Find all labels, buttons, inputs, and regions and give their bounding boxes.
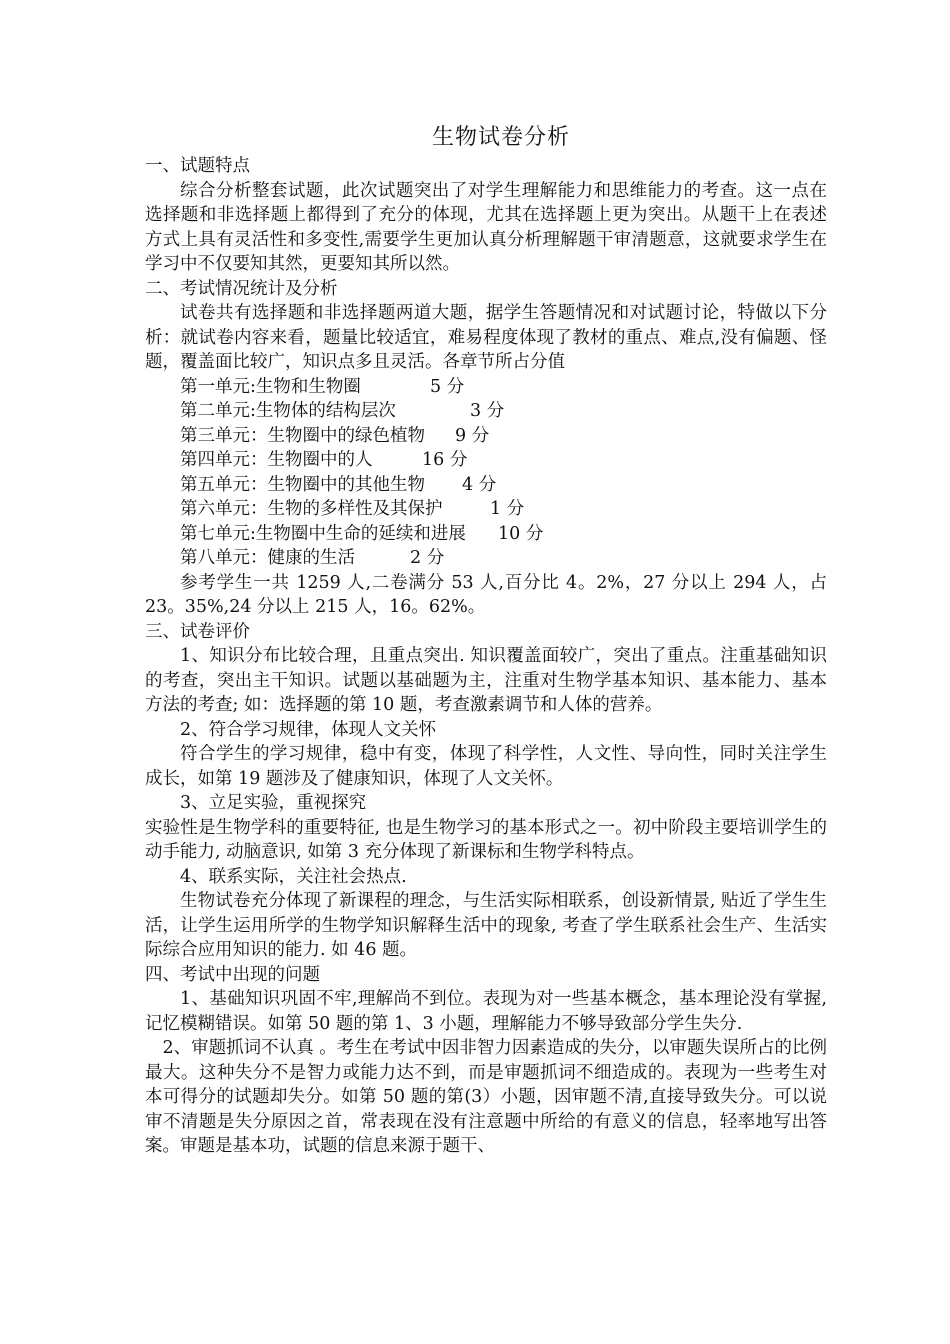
unit-score: 5 分 [430, 376, 465, 397]
section-3-subheading-4: 4、联系实际，关注社会热点. [180, 866, 407, 887]
section-heading-1: 一、试题特点 [145, 156, 250, 176]
unit-name: 第七单元:生物圈中生命的延续和进展 [180, 523, 466, 544]
unit-name: 第一单元:生物和生物圈 [180, 376, 361, 397]
section-3-subheading-3: 3、立足实验，重视探究 [180, 793, 367, 813]
section-2-stats: 参考学生一共 1259 人,二卷满分 53 人,百分比 4。2%，27 分以上 294 人，占 23。35%,24 分以上 215 人，16。62%。 [145, 572, 827, 617]
unit-score-row [145, 522, 827, 547]
unit-name: 第八单元：健康的生活 [180, 548, 355, 568]
unit-score: 10 分 [498, 523, 544, 544]
unit-name: 第六单元：生物的多样性及其保护 [180, 499, 443, 519]
section-heading-3: 三、试卷评价 [145, 621, 250, 642]
unit-score: 1 分 [490, 499, 525, 519]
section-3-paragraph-3: 实验性是生物学科的重要特征, 也是生物学习的基本形式之一。初中阶段主要培训学生的动手能力, 动脑意识, 如第 3 充分体现了新课标和生物学科特点。 [145, 817, 827, 862]
unit-name: 第五单元：生物圈中的其他生物 [180, 474, 425, 495]
section-3-paragraph-2: 符合学生的学习规律，稳中有变，体现了科学性，人文性、导向性，同时关注学生成长，如第 19 题涉及了健康知识，体现了人文关怀。 [145, 744, 827, 789]
unit-score-row [145, 473, 827, 498]
unit-score-row [145, 546, 827, 571]
section-1-paragraph: 综合分析整套试题，此次试题突出了对学生理解能力和思维能力的考查。这一点在选择题和非选择题上都得到了充分的体现，尤其在选择题上更为突出。从题干上在表述方式上具有灵活性和多变性,需要学生更加认真分析理解题干审清题意，这就要求学生在学习中不仅要知其然，更要知其所以然。 [145, 180, 827, 274]
unit-score: 9 分 [455, 425, 490, 446]
unit-score-row [145, 424, 827, 449]
unit-score: 16 分 [422, 450, 468, 470]
page-title: 生物试卷分析 [431, 125, 570, 150]
section-4-paragraph-2: 2、审题抓词不认真 。考生在考试中因非智力因素造成的失分，以审题失误所占的比例最大。这种失分不是智力或能力达不到，而是审题抓词不细造成的。表现为一些考生对本可得分的试题却失分。如第 50 题的第(3）小题，因审题不清,直接导致失分。可以说审不清题是失分原因之首，常表现在没有注意题中所给的有意义的信息，轻率地写出答案。审题是基本功，试题的信息来源于题干、 [145, 1038, 827, 1156]
section-3-subheading-2: 2、符合学习规律，体现人文关怀 [180, 719, 437, 740]
section-heading-4: 四、考试中出现的问题 [145, 964, 320, 985]
unit-score: 4 分 [462, 474, 497, 495]
document-body [145, 122, 827, 1159]
section-3-paragraph-4: 生物试卷充分体现了新课程的理念，与生活实际相联系，创设新情景, 贴近了学生生活，让学生运用所学的生物学知识解释生活中的现象, 考查了学生联系社会生产、生活实际综合应用知识的能力. 如 46 题。 [145, 891, 827, 960]
unit-score-row [145, 399, 827, 424]
section-3-paragraph-1: 1、知识分布比较合理，且重点突出. 知识覆盖面较广，突出了重点。注重基础知识的考查，突出主干知识。试题以基础题为主，注重对生物学基本知识、基本能力、基本方法的考查; 如：选择题的第 10 题，考查激素调节和人体的营养。 [145, 646, 827, 715]
unit-score-row [145, 497, 827, 522]
section-heading-2: 二、考试情况统计及分析 [145, 278, 338, 299]
section-2-intro: 试卷共有选择题和非选择题两道大题，据学生答题情况和对试题讨论，特做以下分析：就试卷内容来看，题量比较适宜，难易程度体现了教材的重点、难点,没有偏题、怪题，覆盖面比较广，知识点多且灵活。各章节所占分值 [145, 303, 827, 372]
unit-score: 2 分 [410, 548, 445, 568]
unit-score: 3 分 [470, 401, 505, 421]
unit-name: 第三单元：生物圈中的绿色植物 [180, 425, 425, 446]
section-4-paragraph-1: 1、基础知识巩固不牢,理解尚不到位。表现为对一些基本概念，基本理论没有掌握,记忆模糊错误。如第 50 题的第 1、3 小题，理解能力不够导致部分学生失分. [145, 989, 827, 1034]
unit-name: 第二单元:生物体的结构层次 [180, 401, 396, 421]
unit-score-row [145, 448, 827, 473]
unit-name: 第四单元：生物圈中的人 [180, 450, 373, 470]
unit-score-row [145, 375, 827, 400]
